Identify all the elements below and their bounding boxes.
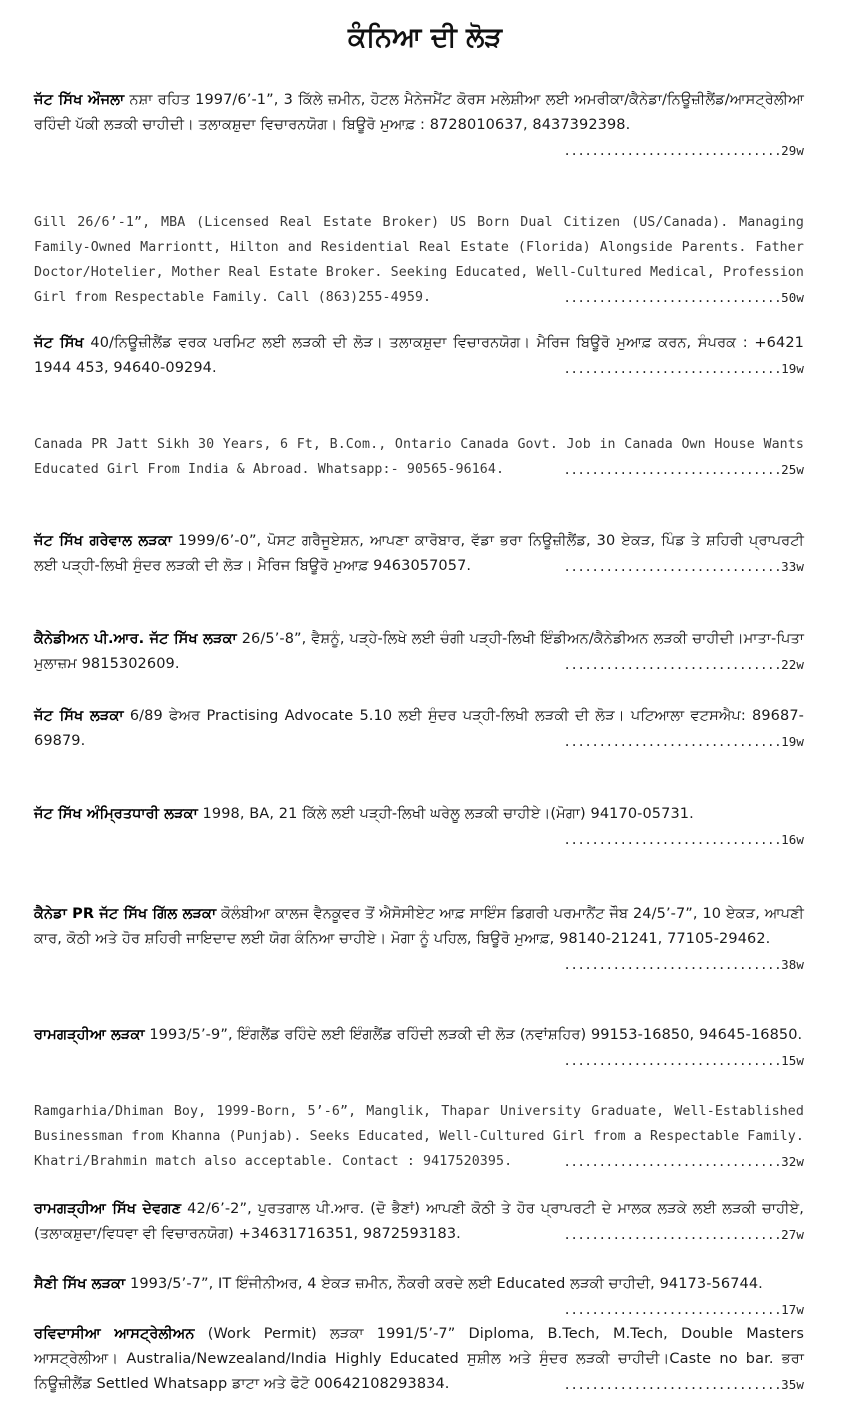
ad-code (563, 652, 804, 677)
ad-code-value: 29w (781, 143, 804, 158)
ad-heading: ਜੱਟ ਸਿੱਖ (34, 335, 84, 351)
leader-dots: ............................... (563, 657, 782, 672)
ad-code-value: 22w (781, 657, 804, 672)
ad-text: 1998, BA, 21 ਕਿੱਲੇ ਲਈ ਪੜ੍ਹੀ-ਲਿਖੀ ਘਰੇਲੂ ਲੜਕੀ ਚਾਹੀਏ।(ਮੋਗਾ) 94170-05731. (197, 806, 694, 822)
classified-ad (34, 432, 804, 482)
ad-code (563, 952, 804, 977)
ad-code-value: 50w (781, 290, 804, 305)
classified-ad (34, 210, 804, 310)
classified-ad (34, 529, 804, 579)
classified-ad (34, 88, 804, 163)
ad-code (563, 1149, 804, 1174)
ad-heading: ਜੱਟ ਸਿੱਖ ਔਜਲਾ (34, 92, 125, 108)
classified-ad (34, 1197, 804, 1247)
ad-code-value: 38w (781, 957, 804, 972)
ad-heading: ਸੈਣੀ ਸਿੱਖ ਲੜਕਾ (34, 1276, 126, 1292)
ad-text: Gill 26/6’-1”, MBA (Licensed Real Estate Broker) US Born Dual Citizen (US/Canada). Managing Family-Owned Marriontt, Hilton and Residential Real Estate (Florida) Alongside Parents. Father Doctor/Hotelier, Mother Real Estate Broker. Seeking Educated, Well-Cultured Medical, Profession Girl from Respectable Family. Call (863)255-4959. (34, 215, 805, 305)
ad-text: 40/ਨਿਊਜ਼ੀਲੈਂਡ ਵਰਕ ਪਰਮਿਟ ਲਈ ਲੜਕੀ ਦੀ ਲੋੜ। ਤਲਾਕਸ਼ੁਦਾ ਵਿਚਾਰਨਯੋਗ। ਮੈਰਿਜ ਬਿਊਰੋ ਮੁਆਫ਼ ਕਰਨ, ਸੰਪਰਕ : +6421 1944 453, 94640-09294. (34, 335, 804, 376)
ad-code-value: 19w (781, 361, 804, 376)
ad-text: 1999/6’-0”, ਪੋਸਟ ਗਰੈਜੂਏਸ਼ਨ, ਆਪਣਾ ਕਾਰੋਬਾਰ, ਵੱਡਾ ਭਰਾ ਨਿਊਜ਼ੀਲੈਂਡ, 30 ਏਕੜ, ਪਿੰਡ ਤੇ ਸ਼ਹਿਰੀ ਪ੍ਰਾਪਰਟੀ ਲਈ ਪੜ੍ਹੀ-ਲਿਖੀ ਸੁੰਦਰ ਲੜਕੀ ਦੀ ਲੋੜ। ਮੈਰਿਜ ਬਿਊਰੋ ਮੁਆਫ਼ 9463057057. (34, 533, 804, 574)
ad-text: 6/89 ਫੇਅਰ Practising Advocate 5.10 ਲਈ ਸੁੰਦਰ ਪੜ੍ਹੀ-ਲਿਖੀ ਲੜਕੀ ਦੀ ਲੋੜ। ਪਟਿਆਲਾ ਵਟਸਐਪ: 89687-69879. (34, 708, 804, 749)
classified-ad (34, 1322, 804, 1397)
ad-text: 1993/5’-9”, ਇੰਗਲੈਂਡ ਰਹਿੰਦੇ ਲਈ ਇੰਗਲੈਂਡ ਰਹਿੰਦੀ ਲੜਕੀ ਦੀ ਲੋੜ (ਨਵਾਂਸ਼ਹਿਰ) 99153-16850, 94645-16850. (144, 1027, 803, 1043)
ad-code-value: 19w (781, 734, 804, 749)
leader-dots: ............................... (563, 290, 782, 305)
ad-code (563, 285, 804, 310)
ad-code (563, 1372, 804, 1397)
classified-ad (34, 1272, 804, 1323)
leader-dots: ............................... (563, 559, 782, 574)
ad-heading: ਕੈਨੇਡਾ PR ਜੱਟ ਸਿੱਖ ਗਿੱਲ ਲੜਕਾ (34, 906, 217, 922)
ad-code-value: 32w (781, 1154, 804, 1169)
leader-dots: ............................... (563, 1053, 782, 1068)
ad-heading: ਜੱਟ ਸਿੱਖ ਗਰੇਵਾਲ ਲੜਕਾ (34, 533, 172, 549)
ad-text: (Work Permit) ਲੜਕਾ 1991/5’-7” Diploma, B.Tech, M.Tech, Double Masters ਆਸਟ੍ਰੇਲੀਆ। Australia/Newzealand/India Highly Educated ਸੁਸ਼ੀਲ ਅਤੇ ਸੁੰਦਰ ਲੜਕੀ ਚਾਹੀਦੀ।Caste no bar. ਭਰਾ ਨਿਊਜ਼ੀਲੈਂਡ Settled Whatsapp ਡਾਟਾ ਅਤੇ ਫੋਟੋ 00642108293834. (34, 1326, 804, 1392)
ad-code (563, 457, 804, 482)
ad-heading: ਰਾਮਗੜ੍ਹੀਆ ਸਿੱਖ ਦੇਵਗਣ (34, 1201, 182, 1217)
ad-text: 26/5’-8”, ਵੈਸ਼ਨੂੰ, ਪੜ੍ਹੇ-ਲਿਖੇ ਲਈ ਚੰਗੀ ਪੜ੍ਹੀ-ਲਿਖੀ ਇੰਡੀਅਨ/ਕੈਨੇਡੀਅਨ ਲੜਕੀ ਚਾਹੀਦੀ।ਮਾਤਾ-ਪਿਤਾ ਮੁਲਾਜ਼ਮ 9815302609. (34, 631, 804, 672)
ad-code-value: 15w (781, 1053, 804, 1068)
leader-dots: ............................... (563, 1154, 782, 1169)
leader-dots: ............................... (563, 1377, 782, 1392)
ad-code (563, 832, 804, 847)
leader-dots: ............................... (563, 1227, 782, 1242)
ad-code (563, 729, 804, 754)
classified-ad (34, 1023, 804, 1073)
leader-dots: ............................... (563, 361, 782, 376)
ad-code (563, 356, 804, 381)
ad-code-value: 35w (781, 1377, 804, 1392)
classified-ad (34, 627, 804, 677)
classified-ad (34, 331, 804, 381)
leader-dots: ............................... (563, 143, 782, 158)
ad-heading: ਜੱਟ ਸਿੱਖ ਅੰਮ੍ਰਿਤਧਾਰੀ ਲੜਕਾ (34, 806, 198, 822)
ad-text: ਕੋਲੰਬੀਆ ਕਾਲਜ ਵੈਨਕੂਵਰ ਤੋਂ ਐਸੋਸੀਏਟ ਆਫ਼ ਸਾਇੰਸ ਡਿਗਰੀ ਪਰਮਾਨੈਂਟ ਜੌਬ 24/5’-7”, 10 ਏਕੜ, ਆਪਣੀ ਕਾਰ, ਕੋਠੀ ਅਤੇ ਹੋਰ ਸ਼ਹਿਰੀ ਜਾਇਦਾਦ ਲਈ ਯੋਗ ਕੰਨਿਆ ਚਾਹੀਏ। ਮੋਗਾ ਨੂੰ ਪਹਿਲ, ਬਿਊਰੋ ਮੁਆਫ਼, 98140-21241, 77105-29462. (34, 906, 805, 947)
ad-text: 42/6’-2”, ਪੁਰਤਗਾਲ ਪੀ.ਆਰ. (ਦੋ ਭੈਣਾਂ) ਆਪਣੀ ਕੋਠੀ ਤੇ ਹੋਰ ਪ੍ਰਾਪਰਟੀ ਦੇ ਮਾਲਕ ਲੜਕੇ ਲਈ ਲੜਕੀ ਚਾਹੀਏ, (ਤਲਾਕਸ਼ੁਦਾ/ਵਿਧਵਾ ਵੀ ਵਿਚਾਰਨਯੋਗ) +34631716351, 9872593183. (34, 1201, 804, 1242)
ad-code (563, 1048, 804, 1073)
ad-code-value: 27w (781, 1227, 804, 1242)
ad-code-value: 17w (781, 1302, 804, 1317)
ad-code (563, 1302, 804, 1317)
classified-ad (34, 902, 804, 977)
leader-dots: ............................... (563, 1302, 782, 1317)
page-title: ਕੰਨਿਆ ਦੀ ਲੋੜ (347, 22, 503, 53)
ad-heading: ਰਵਿਦਾਸੀਆ ਆਸਟ੍ਰੇਲੀਅਨ (34, 1326, 195, 1342)
classified-ad (34, 704, 804, 754)
ad-code (563, 1222, 804, 1247)
ad-code-value: 33w (781, 559, 804, 574)
ad-text: ਨਸ਼ਾ ਰਹਿਤ 1997/6’-1”, 3 ਕਿੱਲੇ ਜ਼ਮੀਨ, ਹੋਟਲ ਮੈਨੇਜਮੈਂਟ ਕੋਰਸ ਮਲੇਸ਼ੀਆ ਲਈ ਅਮਰੀਕਾ/ਕੈਨੇਡਾ/ਨਿਊਜ਼ੀਲੈਂਡ/ਆਸਟ੍ਰੇਲੀਆ ਰਹਿੰਦੀ ਪੱਕੀ ਲੜਕੀ ਚਾਹੀਦੀ। ਤਲਾਕਸ਼ੁਦਾ ਵਿਚਾਰਨਯੋਗ। ਬਿਊਰੋ ਮੁਆਫ਼ : 8728010637, 8437392398. (34, 92, 804, 133)
classified-ad (34, 1099, 804, 1174)
ad-heading: ਰਾਮਗੜ੍ਹੀਆ ਲੜਕਾ (34, 1027, 145, 1043)
leader-dots: ............................... (563, 462, 782, 477)
ad-heading: ਜੱਟ ਸਿੱਖ ਲੜਕਾ (34, 708, 124, 724)
leader-dots: ............................... (563, 734, 782, 749)
ad-code-value: 25w (781, 462, 804, 477)
leader-dots: ............................... (563, 957, 782, 972)
classified-ad (34, 802, 804, 853)
ad-text: Canada PR Jatt Sikh 30 Years, 6 Ft, B.Com., Ontario Canada Govt. Job in Canada Own House Wants Educated Girl From India & Abroad. Whatsapp:- 90565-96164. (34, 437, 804, 477)
leader-dots: ............................... (563, 832, 782, 847)
ad-code-line (34, 1297, 804, 1323)
ad-code (563, 138, 804, 163)
ad-code-value: 16w (781, 832, 804, 847)
ad-code-line (34, 827, 804, 853)
ad-code (563, 554, 804, 579)
ad-text: 1993/5’-7”, IT ਇੰਜੀਨੀਅਰ, 4 ਏਕੜ ਜ਼ਮੀਨ, ਨੌਕਰੀ ਕਰਦੇ ਲਈ Educated ਲੜਕੀ ਚਾਹੀਦੀ, 94173-56744. (125, 1276, 763, 1292)
ad-text: Ramgarhia/Dhiman Boy, 1999-Born, 5’-6”, Manglik, Thapar University Graduate, Well-Established Businessman from Khanna (Punjab). Seeks Educated, Well-Cultured Girl from a Respectable Family. Khatri/Brahmin match also acceptable. Contact : 9417520395. (34, 1104, 805, 1169)
ad-heading: ਕੈਨੇਡੀਅਨ ਪੀ.ਆਰ. ਜੱਟ ਸਿੱਖ ਲੜਕਾ (34, 631, 237, 647)
